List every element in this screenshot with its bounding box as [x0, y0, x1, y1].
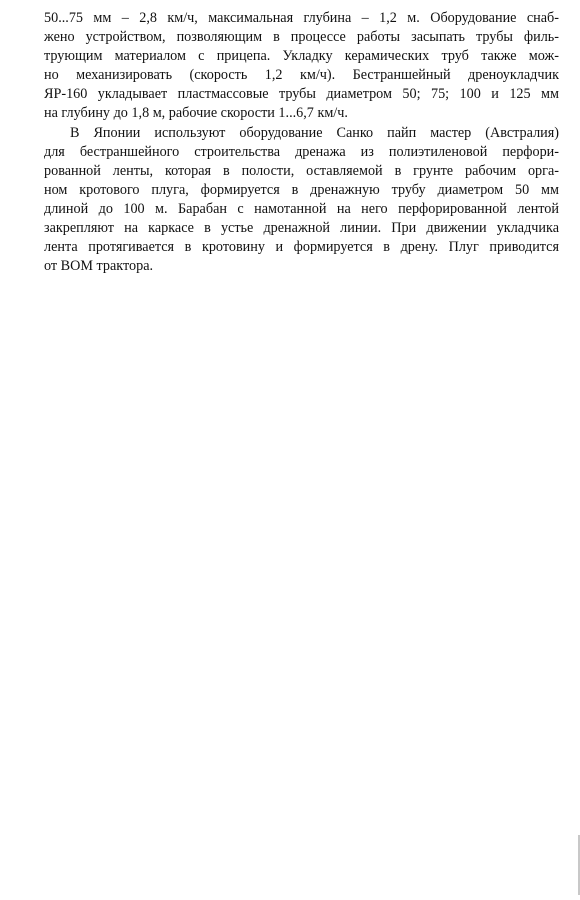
paragraph-2 — [44, 124, 559, 277]
text-line: В Японии используют оборудование Санко пайп мастер (Австралия) — [70, 124, 559, 141]
text-line: лента протягивается в кротовину и формируется в дрену. Плуг приводится — [44, 239, 559, 256]
text-block — [44, 9, 559, 276]
text-line: ном кротового плуга, формируется в дренажную трубу диаметром 50 мм — [44, 181, 559, 198]
text-line: рованной ленты, которая в полости, оставляемой в грунте рабочим орга- — [44, 162, 559, 179]
text-line: от ВОМ трактора. — [44, 258, 154, 275]
text-line: трующим материалом с прицепа. Укладку керамических труб также мож- — [44, 48, 559, 65]
text-line: но механизировать (скорость 1,2 км/ч). Бестраншейный дреноукладчик — [44, 67, 559, 84]
text-line: длиной до 100 м. Барабан с намотанной на него перфорированной лентой — [44, 200, 559, 217]
text-line: закрепляют на каркасе в устье дренажной линии. При движении укладчика — [44, 220, 559, 237]
text-line: для бестраншейного строительства дренажа из полиэтиленовой перфори- — [44, 143, 559, 160]
text-line: на глубину до 1,8 м, рабочие скорости 1...6,7 км/ч. — [44, 105, 348, 122]
paragraph-1 — [44, 9, 559, 124]
text-line: 50...75 мм – 2,8 км/ч, максимальная глубина – 1,2 м. Оборудование снаб- — [44, 10, 559, 26]
text-line: жено устройством, позволяющим в процессе работы засыпать трубы филь- — [44, 29, 559, 46]
text-line: ЯР-160 укладывает пластмассовые трубы диаметром 50; 75; 100 и 125 мм — [44, 86, 559, 103]
